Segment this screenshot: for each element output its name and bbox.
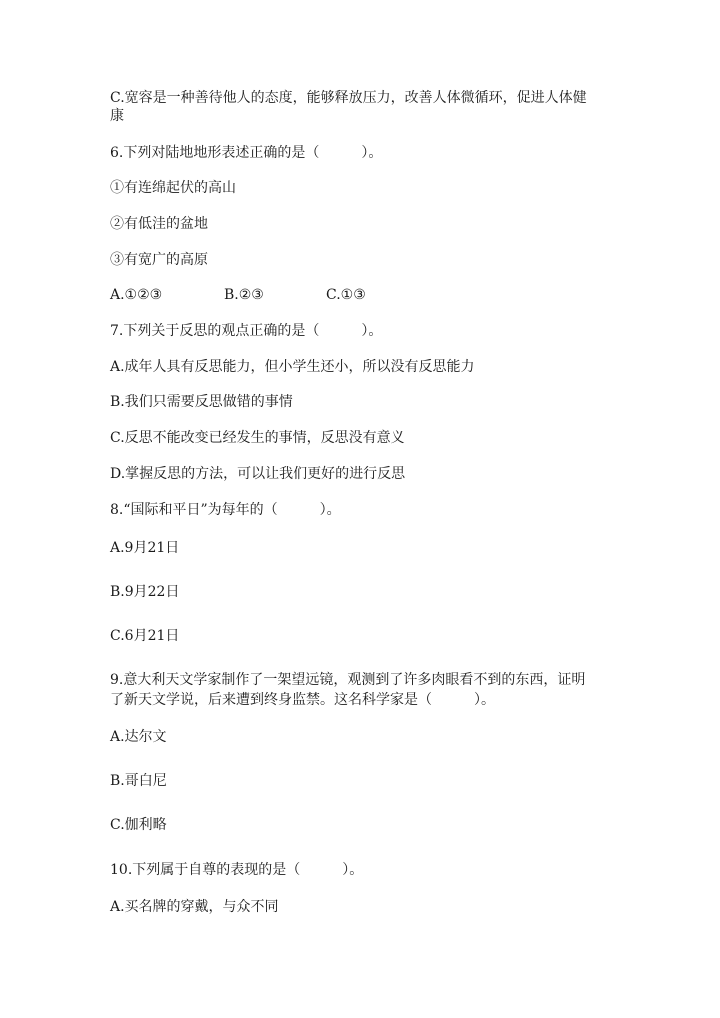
q6-stem: 6.下列对陆地地形表述正确的是（ ）。: [110, 145, 383, 161]
q7-option-b: B.我们只需要反思做错的事情: [110, 394, 293, 410]
q8-option-b: B.9月22日: [110, 584, 180, 600]
q6-item-1: ①有连绵起伏的高山: [110, 180, 236, 196]
q9-option-c: C.伽利略: [110, 817, 167, 833]
q9-option-b: B.哥白尼: [110, 773, 167, 789]
q6-option-a: A.①②③: [110, 287, 163, 303]
q8-option-a: A.9月21日: [110, 540, 180, 556]
q5-option-c-line1: C.宽容是一种善待他人的态度，能够释放压力，改善人体微循环，促进人体健: [110, 90, 587, 106]
q6-option-c: C.①③: [326, 287, 366, 303]
q10-option-a: A.买名牌的穿戴，与众不同: [110, 899, 279, 915]
q9-option-a: A.达尔文: [110, 729, 167, 745]
q9-stem-line1: 9.意大利天文学家制作了一架望远镜，观测到了许多肉眼看不到的东西，证明: [110, 672, 586, 688]
q7-option-a: A.成年人具有反思能力，但小学生还小，所以没有反思能力: [110, 359, 475, 375]
q7-stem: 7.下列关于反思的观点正确的是（ ）。: [110, 323, 383, 339]
q5-option-c-line2: 康: [110, 108, 124, 124]
q6-item-3: ③有宽广的高原: [110, 252, 208, 268]
q6-option-b: B.②③: [224, 287, 264, 303]
q8-option-c: C.6月21日: [110, 628, 180, 644]
q7-option-d: D.掌握反思的方法，可以让我们更好的进行反思: [110, 466, 406, 482]
q9-stem-line2: 了新天文学说，后来遭到终身监禁。这名科学家是（ ）。: [110, 692, 495, 708]
q10-stem: 10.下列属于自尊的表现的是（ ）。: [110, 862, 364, 878]
q7-option-c: C.反思不能改变已经发生的事情，反思没有意义: [110, 430, 405, 446]
q8-stem: 8.“国际和平日”为每年的（ ）。: [110, 502, 341, 518]
q6-item-2: ②有低洼的盆地: [110, 216, 208, 232]
